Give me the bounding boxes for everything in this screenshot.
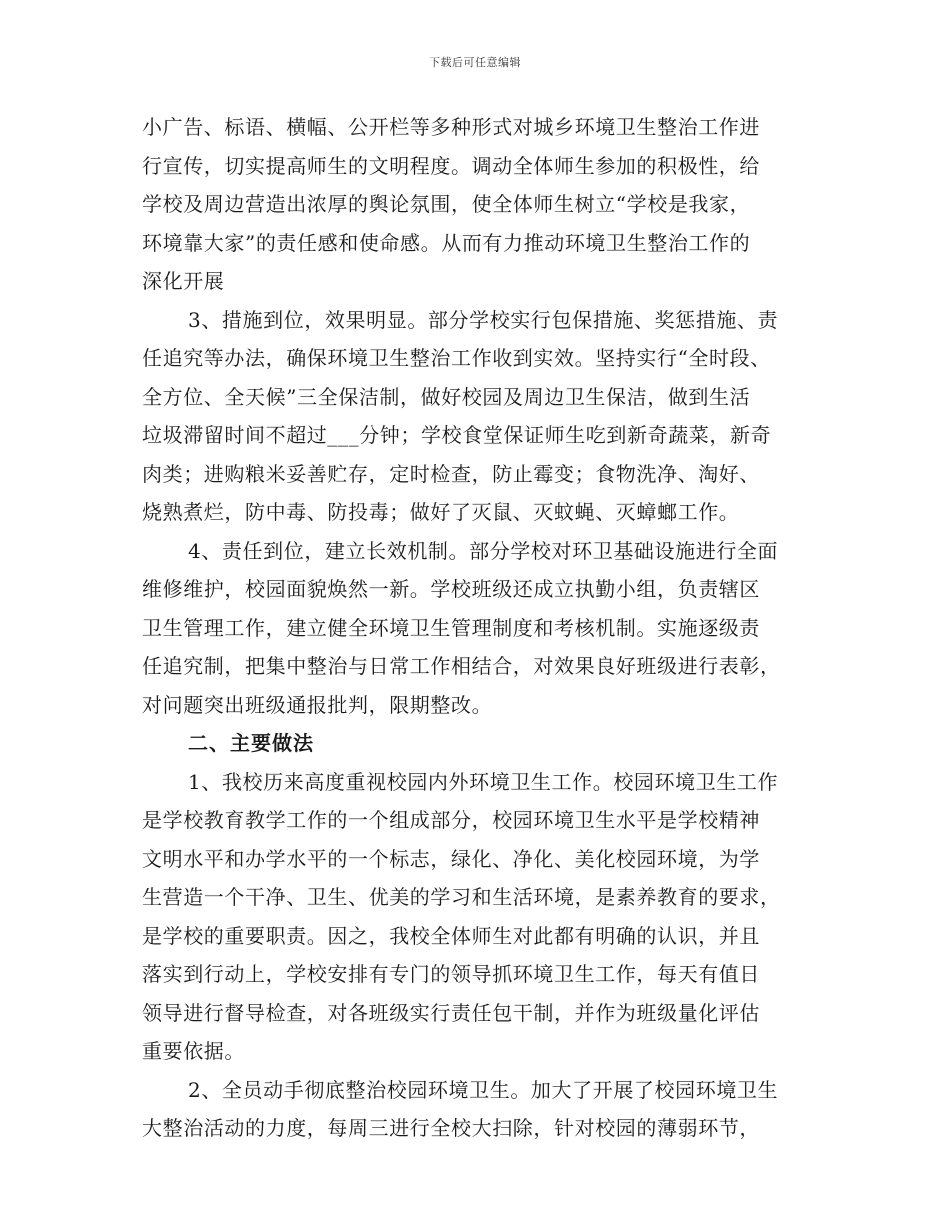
text-line: 全方位、全天候”三全保洁制，做好校园及周边卫生保洁，做到生活: [142, 384, 751, 409]
text-line: 文明水平和办学水平的一个标志，绿化、净化、美化校园环境，为学: [142, 846, 760, 871]
text-line: 维修维护，校园面貌焕然一新。学校班级还成立执勤小组，负责辖区: [142, 577, 760, 601]
text-line: 任追究制，把集中整治与日常工作相结合，对效果良好班级进行表彰，: [142, 654, 781, 678]
text-line: 任追究等办法，确保环境卫生整治工作收到实效。坚持实行“全时段、: [142, 346, 771, 370]
document-body: [142, 108, 812, 1148]
text-line: 3、措施到位，效果明显。部分学校实行包保措施、奖惩措施、责: [188, 307, 779, 332]
section-heading: 二、主要做法: [188, 731, 314, 755]
text-line: 是学校的重要职责。因之，我校全体师生对此都有明确的认识，并且: [142, 923, 760, 948]
text-line: 对问题突出班级通报批判，限期整改。: [142, 692, 493, 717]
text-line: 2、全员动手彻底整治校园环境卫生。加大了开展了校园环境卫生: [188, 1077, 779, 1102]
text-line: 1、我校历来高度重视校园内外环境卫生工作。校园环境卫生工作: [188, 769, 779, 794]
text-line: 生营造一个干净、卫生、优美的学习和生活环境，是素养教育的要求，: [142, 885, 781, 909]
text-line: 小广告、标语、横幅、公开栏等多种形式对城乡环境卫生整治工作进: [142, 115, 760, 139]
page-header: 下载后可任意编辑: [429, 56, 521, 69]
text-line: 是学校教育教学工作的一个组成部分，校园环境卫生水平是学校精神: [142, 808, 760, 832]
text-line: 肉类；进购粮米妥善贮存，定时检查，防止霉变；食物洗净、淘好、: [142, 461, 760, 486]
text-line: 烧熟煮烂，防中毒、防投毒；做好了灭鼠、灭蚊蝇、灭蟑螂工作。: [142, 500, 740, 524]
text-line: 卫生管理工作，建立健全环境卫生管理制度和考核机制。实施逐级责: [142, 615, 760, 640]
text-line: 垃圾滞留时间不超过___分钟；学校食堂保证师生吃到新奇蔬菜，新奇: [142, 423, 772, 447]
text-line: 领导进行督导检查，对各班级实行责任包干制，并作为班级量化评估: [142, 1000, 760, 1025]
text-line: 4、责任到位，建立长效机制。部分学校对环卫基础设施进行全面: [188, 538, 779, 563]
text-line: 重要依据。: [142, 1039, 245, 1063]
text-line: 落实到行动上，学校安排有专门的领导抓环境卫生工作，每天有值日: [142, 962, 760, 986]
text-line: 大整治活动的力度，每周三进行全校大扫除，针对校园的薄弱环节，: [142, 1116, 760, 1140]
text-line: 行宣传，切实提高师生的文明程度。调动全体师生参加的积极性，给: [142, 153, 760, 178]
text-line: 学校及周边营造出浓厚的舆论氛围，使全体师生树立“学校是我家，: [142, 192, 751, 216]
text-line: 环境靠大家”的责任感和使命感。从而有力推动环境卫生整治工作的: [142, 230, 751, 255]
text-line: 深化开展: [142, 269, 225, 293]
